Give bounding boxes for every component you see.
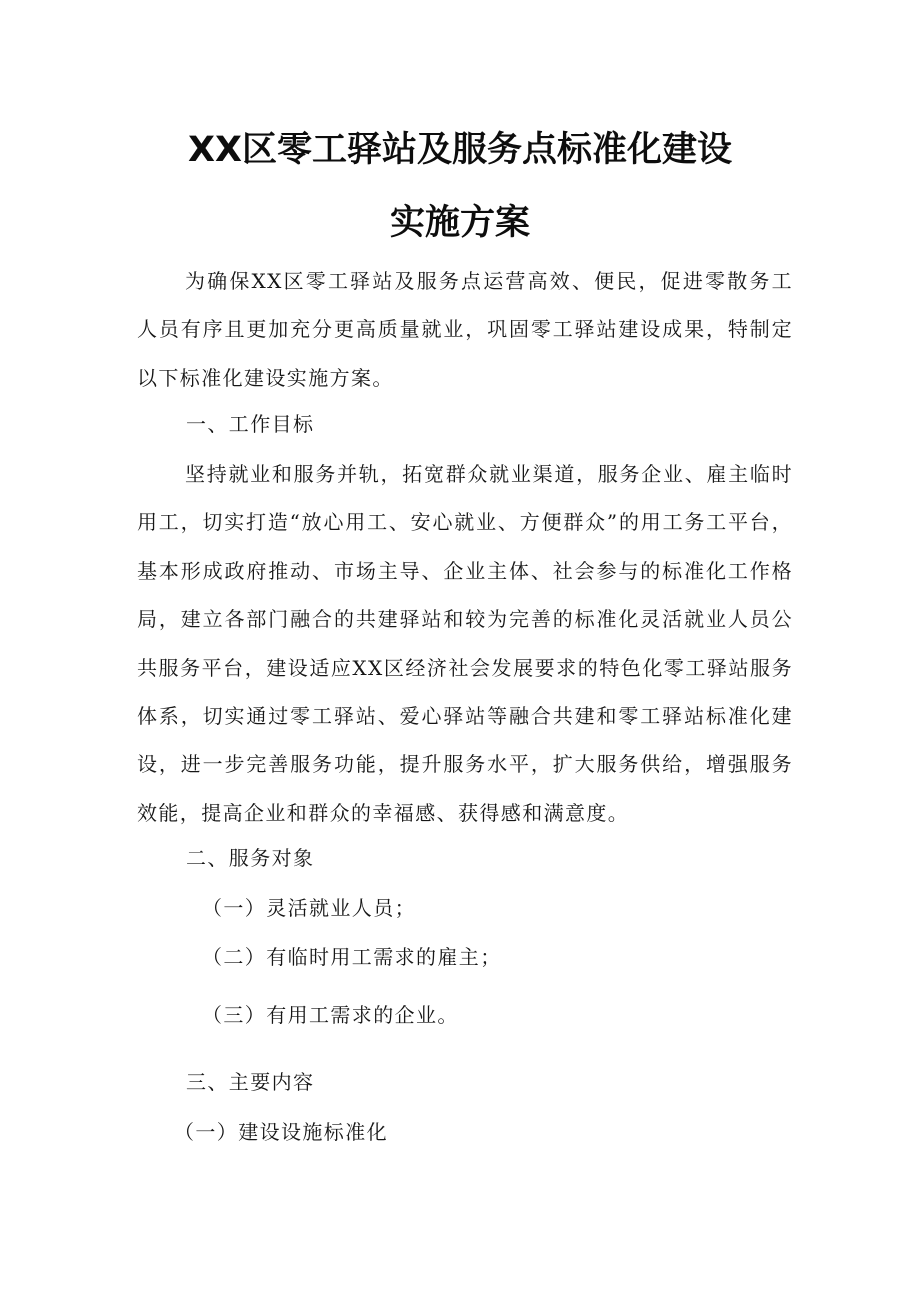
intro-paragraph: 为确保XX区零工驿站及服务点运营高效、便民，促进零散务工人员有序且更加充分更高质量就业，巩固零工驿站建设成果，特制定以下标准化建设实施方案。 bbox=[137, 269, 793, 390]
section-1-paragraph: 坚持就业和服务并轨，拓宽群众就业渠道，服务企业、雇主临时用工，切实打造“放心用工、安心就业、方便群众”的用工务工平台，基本形成政府推动、市场主导、企业主体、社会参与的标准化工作格局，建立各部门融合的共建驿站和较为完善的标准化灵活就业人员公共服务平台，建设适应XX区经济社会发展要求的特色化零工驿站服务体系，切实通过零工驿站、爱心驿站等融合共建和零工驿站标准化建设，进一步完善服务功能，提升服务水平，扩大服务供给，增强服务效能，提高企业和群众的幸福感、获得感和满意度。 bbox=[137, 462, 793, 825]
service-target-item-2: （二）有临时用工需求的雇主； bbox=[202, 945, 502, 969]
section-2-heading: 二、服务对象 bbox=[186, 846, 315, 870]
section-3-subheading-1: （一）建设设施标准化 bbox=[174, 1120, 388, 1144]
document-title-line-2: 实施方案 bbox=[389, 203, 530, 243]
section-1-heading: 一、工作目标 bbox=[186, 412, 315, 436]
service-target-item-3: （三）有用工需求的企业。 bbox=[202, 1003, 459, 1027]
service-target-item-1: （一）灵活就业人员； bbox=[202, 896, 416, 920]
document-title-line-1: XX区零工驿站及服务点标准化建设 bbox=[188, 130, 732, 170]
section-3-heading: 三、主要内容 bbox=[186, 1070, 315, 1094]
